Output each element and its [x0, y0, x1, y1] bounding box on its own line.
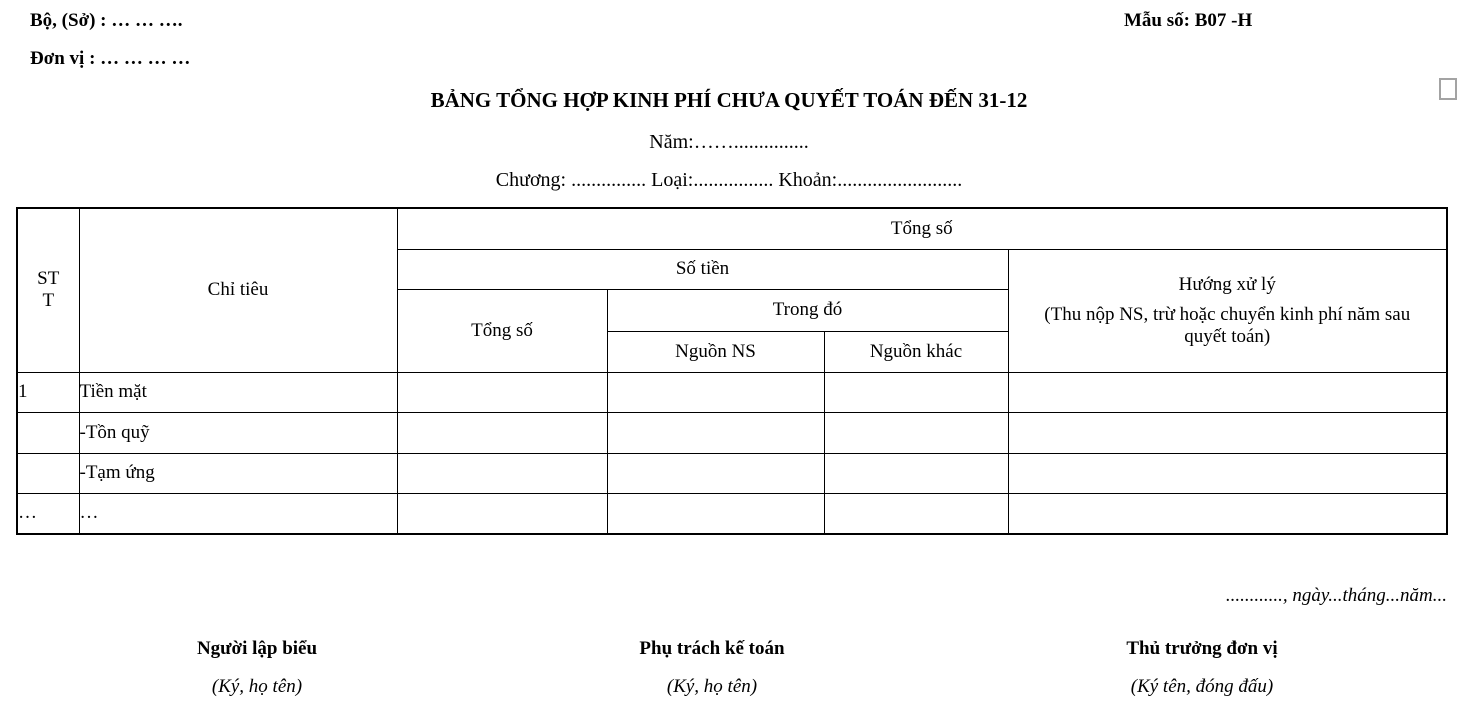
chapter-line: Chương: ............... Loại:................ Khoản:.........................	[495, 169, 963, 191]
cell-chi-tieu: -Tạm ứng	[79, 453, 397, 493]
col-header-trong-do: Trong đó	[607, 289, 1008, 331]
signature-block-preparer	[197, 637, 317, 699]
cell-stt	[17, 412, 79, 453]
cell-chi-tieu: -Tồn quỹ	[79, 412, 397, 453]
cell-chi-tieu: …	[79, 493, 397, 534]
cell-stt	[17, 453, 79, 493]
cell-nguon-khac	[824, 372, 1008, 412]
col-header-nguon-khac: Nguồn khác	[824, 331, 1008, 372]
cell-nguon-khac	[824, 493, 1008, 534]
signature-note: (Ký, họ tên)	[211, 676, 303, 697]
col-header-tong-so-sub: Tổng số	[397, 289, 607, 372]
huong-xu-ly-label: Hướng xử lý	[1178, 273, 1276, 295]
table-row	[17, 412, 1447, 453]
table-header-row-1	[17, 208, 1447, 249]
col-header-stt	[17, 208, 79, 372]
cell-tong-so	[397, 453, 607, 493]
col-header-huong-xu-ly	[1008, 249, 1447, 372]
cell-nguon-khac	[824, 412, 1008, 453]
col-header-chi-tieu: Chỉ tiêu	[79, 208, 397, 372]
cell-tong-so	[397, 412, 607, 453]
signature-title: Người lập biểu	[196, 638, 318, 659]
cell-huong-xu-ly	[1008, 412, 1447, 453]
form-number: Mẫu số: B07 -H	[1124, 10, 1253, 31]
signature-note: (Ký tên, đóng đấu)	[1130, 676, 1274, 697]
signature-title: Thủ trưởng đơn vị	[1126, 638, 1278, 659]
col-header-nguon-ns: Nguồn NS	[607, 331, 824, 372]
signature-note: (Ký, họ tên)	[666, 676, 758, 697]
cell-huong-xu-ly	[1008, 453, 1447, 493]
unit-line: Đơn vị : … … … …	[30, 48, 191, 69]
date-line: ............, ngày...tháng...năm...	[1225, 585, 1447, 606]
year-line: Năm:……...............	[649, 131, 809, 153]
ministry-line: Bộ, (Sở) : … … ….	[30, 10, 183, 31]
cell-tong-so	[397, 372, 607, 412]
cell-nguon-ns	[607, 412, 824, 453]
col-header-so-tien: Số tiền	[397, 249, 1008, 289]
cell-tong-so	[397, 493, 607, 534]
table-row	[17, 453, 1447, 493]
cell-huong-xu-ly	[1008, 493, 1447, 534]
cell-nguon-ns	[607, 493, 824, 534]
signature-title: Phụ trách kế toán	[639, 638, 785, 659]
cell-stt: …	[17, 493, 79, 534]
signature-block-accountant	[639, 637, 784, 699]
summary-table	[16, 207, 1448, 535]
page-title: BẢNG TỔNG HỢP KINH PHÍ CHƯA QUYẾT TOÁN ĐẾN 31-12	[430, 88, 1028, 112]
table-row	[17, 493, 1447, 534]
col-header-tong-so-group: Tổng số	[397, 208, 1447, 249]
table-row	[17, 372, 1447, 412]
cell-chi-tieu: Tiền mặt	[79, 372, 397, 412]
cell-nguon-ns	[607, 372, 824, 412]
cell-stt: 1	[17, 372, 79, 412]
cell-huong-xu-ly	[1008, 372, 1447, 412]
col-header-stt-label: STT	[37, 268, 60, 312]
huong-xu-ly-note: (Thu nộp NS, trừ hoặc chuyển kinh phí năm sau quyết toán)	[1044, 303, 1411, 347]
cell-nguon-khac	[824, 453, 1008, 493]
cell-nguon-ns	[607, 453, 824, 493]
signature-block-head-of-unit	[1126, 637, 1277, 699]
